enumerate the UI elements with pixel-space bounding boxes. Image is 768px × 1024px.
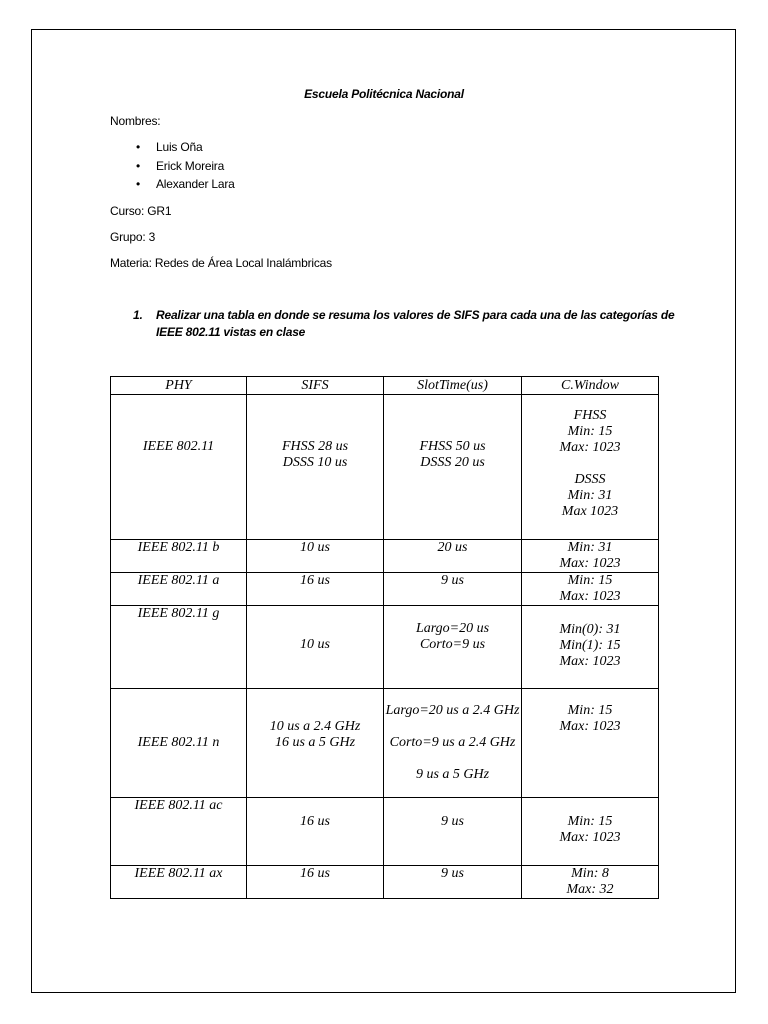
cell-text: IEEE 802.11 ax <box>134 866 223 881</box>
cell-text: 16 us <box>300 814 330 829</box>
table-cell-cw <box>522 866 659 899</box>
curso-line: Curso: GR1 <box>110 204 172 218</box>
cell-text: 20 us <box>437 540 468 555</box>
nombres-label: Nombres: <box>110 114 161 128</box>
cell-text: Max: 1023 <box>559 830 621 845</box>
cell-text: Max: 32 <box>566 882 614 897</box>
cell-text: 16 us a 5 GHz <box>274 735 356 750</box>
table-cell-cw <box>522 573 659 606</box>
cell-text: Max 1023 <box>561 504 619 519</box>
table-cell-slot <box>384 689 522 798</box>
table-cell-sifs <box>247 606 384 689</box>
cell-text: FHSS 50 us <box>419 439 486 454</box>
column-header: PHY <box>111 377 247 395</box>
names-list <box>110 138 235 194</box>
cell-text: 9 us <box>441 814 464 829</box>
cell-text: Min: 15 <box>567 703 613 718</box>
table-cell-cw <box>522 540 659 573</box>
table-cell-sifs <box>247 866 384 899</box>
table-cell-cw <box>522 606 659 689</box>
table-row <box>111 866 659 899</box>
list-item: • Erick Moreira <box>110 157 235 176</box>
cell-text <box>522 456 658 472</box>
table-cell-slot <box>384 540 522 573</box>
table-row <box>111 689 659 798</box>
cell-text: 16 us <box>300 866 330 881</box>
cell-text: 9 us a 5 GHz <box>415 767 490 782</box>
table-cell-phy <box>111 798 247 866</box>
table-cell-sifs <box>247 689 384 798</box>
column-header: C.Window <box>522 377 659 395</box>
table-cell-slot <box>384 573 522 606</box>
table-cell-phy <box>111 606 247 689</box>
cell-text: 10 us <box>300 540 330 555</box>
grupo-line: Grupo: 3 <box>110 230 156 244</box>
cell-text: Corto=9 us a 2.4 GHz <box>389 735 516 750</box>
cell-text: Corto=9 us <box>419 637 486 652</box>
cell-text: Largo=20 us a 2.4 GHz <box>385 703 520 718</box>
cell-text: IEEE 802.11 <box>142 439 215 454</box>
question-text: Realizar una tabla en donde se resuma los valores de SIFS para cada una de las categorías de IEEE 802.11 vistas en clase <box>156 308 675 339</box>
cell-text: Max: 1023 <box>559 440 621 455</box>
cell-text: Min: 15 <box>567 814 613 829</box>
cell-text: Min: 15 <box>567 573 613 588</box>
table-row <box>111 540 659 573</box>
cell-text: IEEE 802.11 ac <box>134 798 223 813</box>
table-cell-phy <box>111 573 247 606</box>
table-row <box>111 798 659 866</box>
table-cell-sifs <box>247 573 384 606</box>
cell-text: 10 us a 2.4 GHz <box>269 719 361 734</box>
question-number: 1. <box>133 308 143 322</box>
cell-text: Min: 31 <box>567 540 613 555</box>
list-item: • Luis Oña <box>110 138 235 157</box>
table-cell-phy <box>111 395 247 540</box>
cell-text: Max: 1023 <box>559 654 621 669</box>
table-row <box>111 606 659 689</box>
table-cell-phy <box>111 540 247 573</box>
table-row <box>111 573 659 606</box>
cell-text: Max: 1023 <box>559 589 621 604</box>
table-cell-sifs <box>247 540 384 573</box>
table-cell-slot <box>384 606 522 689</box>
cell-text: DSSS 20 us <box>420 455 485 470</box>
table-row <box>111 395 659 540</box>
cell-text: IEEE 802.11 b <box>137 540 220 555</box>
materia-line: Materia: Redes de Área Local Inalámbricas <box>110 256 332 270</box>
cell-text: Min: 8 <box>571 866 609 881</box>
cell-text <box>384 751 521 767</box>
sifs-table <box>110 376 659 899</box>
cell-text: FHSS 28 us <box>281 439 349 454</box>
cell-text: Max: 1023 <box>559 556 621 571</box>
cell-text <box>384 719 521 735</box>
cell-text: IEEE 802.11 g <box>137 606 220 621</box>
cell-text: DSSS 10 us <box>282 455 348 470</box>
table-cell-cw <box>522 395 659 540</box>
column-header: SIFS <box>247 377 384 395</box>
table-cell-slot <box>384 395 522 540</box>
list-item: • Alexander Lara <box>110 175 235 194</box>
cell-text: Largo=20 us <box>415 621 490 636</box>
cell-text: 16 us <box>300 573 330 588</box>
table-cell-sifs <box>247 798 384 866</box>
column-header: SlotTime(us) <box>384 377 522 395</box>
table-header-row <box>111 377 659 395</box>
cell-text: DSSS <box>574 472 606 487</box>
table-cell-phy <box>111 866 247 899</box>
cell-text: Max: 1023 <box>559 719 621 734</box>
cell-text: Min: 15 <box>567 424 613 439</box>
cell-text: FHSS <box>573 408 607 423</box>
table-cell-sifs <box>247 395 384 540</box>
table-cell-phy <box>111 689 247 798</box>
cell-text: Min: 31 <box>567 488 613 503</box>
table-cell-slot <box>384 866 522 899</box>
table-cell-slot <box>384 798 522 866</box>
cell-text: IEEE 802.11 n <box>137 735 220 750</box>
cell-text: 9 us <box>441 573 464 588</box>
cell-text: 10 us <box>300 637 330 652</box>
table-cell-cw <box>522 798 659 866</box>
document-title: Escuela Politécnica Nacional <box>304 87 464 101</box>
cell-text: IEEE 802.11 a <box>137 573 220 588</box>
table-cell-cw <box>522 689 659 798</box>
cell-text: 9 us <box>441 866 464 881</box>
cell-text: Min(1): 15 <box>559 638 621 653</box>
cell-text: Min(0): 31 <box>559 622 621 637</box>
